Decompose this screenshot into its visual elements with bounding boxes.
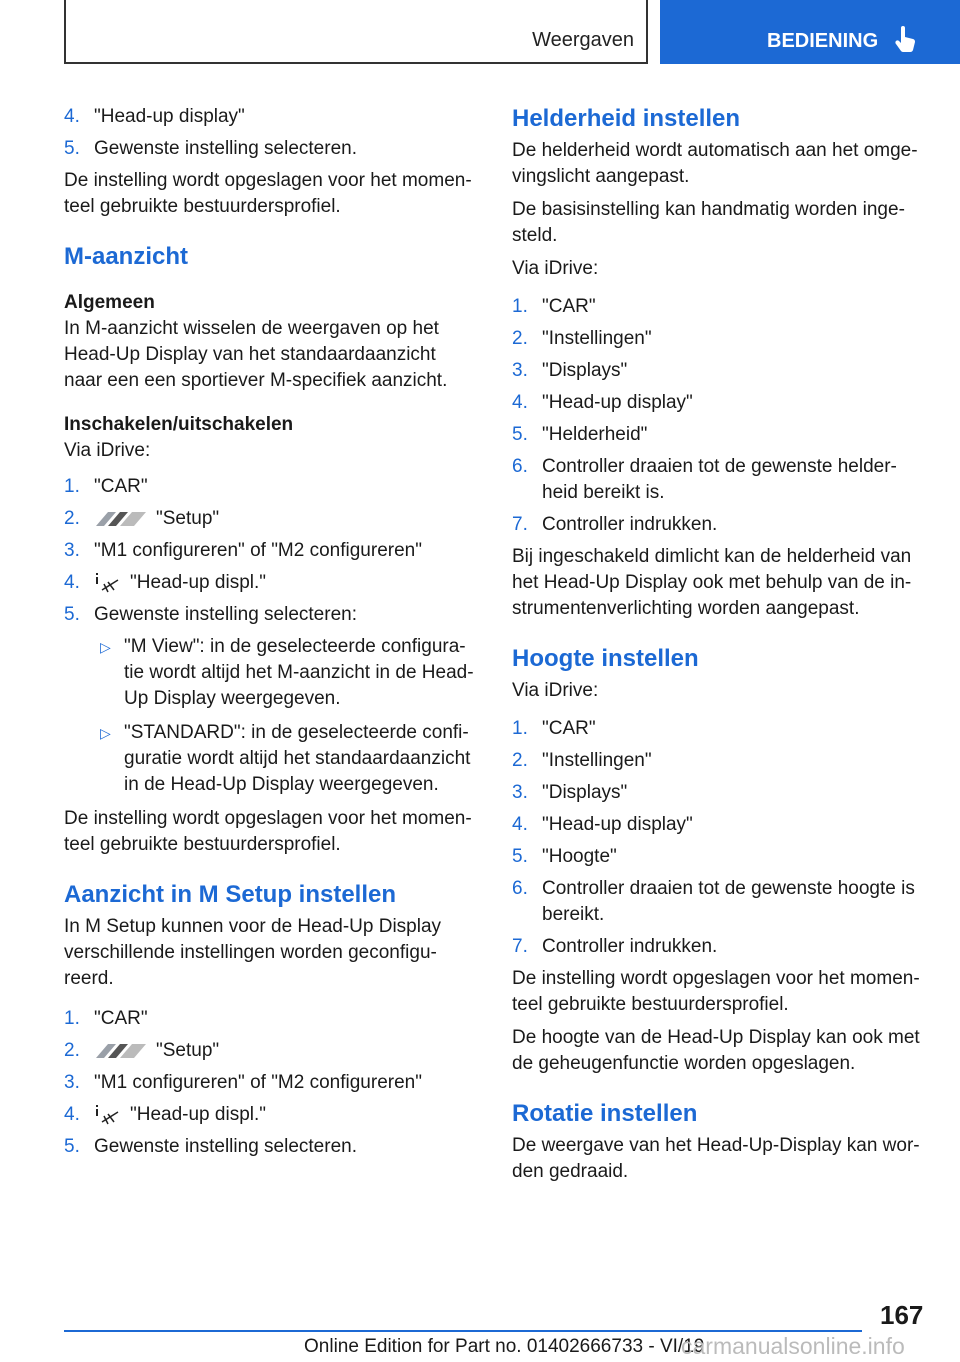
via-idrive-label: Via iDrive:	[64, 440, 151, 461]
pointing-hand-icon	[895, 26, 917, 54]
list-item: 2. "Setup"	[64, 1040, 220, 1061]
header-chapter-title: BEDIENING	[767, 30, 879, 52]
list-item: 4. "Head-up displ."	[64, 572, 267, 593]
left-column	[64, 104, 478, 1166]
watermark: carmanualsonline.info	[681, 1333, 905, 1359]
algemeen-heading: Algemeen	[64, 292, 155, 313]
option-list	[94, 634, 478, 798]
option-item: ▷ "STANDARD": in de geselecteerde confi-guratie wordt altijd het standaardaanzicht in de Head-Up Display weergegeven.	[100, 722, 471, 795]
list-item: 4. "Head-up displ."	[64, 1104, 267, 1125]
list-item: 1. "CAR"	[512, 718, 596, 739]
m-stripes-icon	[94, 1043, 148, 1059]
list-item: 3. "M1 configureren" of "M2 configureren"	[64, 1072, 422, 1093]
list-item: 6. Controller draaien tot de gewenste helder-heid bereikt is.	[512, 456, 897, 503]
profile-note: De instelling wordt opgeslagen voor het momen-teel gebruikte bestuurdersprofiel.	[64, 808, 472, 855]
brightness-heading: Helderheid instellen	[512, 105, 741, 132]
height-note-1: De instelling wordt opgeslagen voor het momen-teel gebruikte bestuurdersprofiel.	[512, 968, 920, 1015]
list-item: 2. "Instellingen"	[512, 328, 652, 349]
onoff-steps	[64, 474, 478, 798]
height-steps	[512, 716, 928, 960]
list-item: 1. "CAR"	[64, 1008, 148, 1029]
intro-steps	[64, 104, 478, 162]
list-item: 1. "CAR"	[64, 476, 148, 497]
triangle-bullet-icon: ▷	[100, 725, 111, 741]
via-idrive-label: Via iDrive:	[512, 258, 599, 279]
intro-note: De instelling wordt opgeslagen voor het momen-teel gebruikte bestuurdersprofiel.	[64, 170, 472, 217]
list-item: 5. Gewenste instelling selecteren.	[64, 1136, 357, 1157]
rotation-text: De weergave van het Head-Up-Display kan wor-den gedraaid.	[512, 1135, 920, 1182]
list-item: 5. Gewenste instelling selecteren: ▷ "M View": in de geselecteerde configura-tie wordt altijd het M-aanzicht in de Head-Up Display weergegeven. ▷ "STANDARD": in de geselecteerde confi-guratie wordt altijd het standaardaanzicht in de Head-Up Display weergegeven.	[64, 602, 478, 798]
list-item: 4. "Head-up display"	[64, 106, 245, 127]
rotation-heading: Rotatie instellen	[512, 1100, 698, 1127]
list-item: 3. "Displays"	[512, 782, 628, 803]
brightness-steps	[512, 294, 928, 538]
m-setup-text: In M Setup kunnen voor de Head-Up Display verschillende instellingen worden geconfigu-reerd.	[64, 916, 442, 989]
head-up-display-icon	[94, 1104, 122, 1126]
via-idrive-label: Via iDrive:	[512, 680, 599, 701]
height-heading: Hoogte instellen	[512, 645, 699, 672]
onoff-heading: Inschakelen/uitschakelen	[64, 414, 294, 435]
header-section-box	[64, 0, 648, 64]
brightness-text-2: De basisinstelling kan handmatig worden inge-steld.	[512, 199, 905, 246]
footer-edition: Online Edition for Part no. 01402666733 - VI/19	[304, 1336, 705, 1357]
header-chapter-box	[660, 0, 960, 64]
right-column	[512, 104, 928, 1192]
list-item: 1. "CAR"	[512, 296, 596, 317]
list-item: 5. "Hoogte"	[512, 846, 617, 867]
page-number: 167	[880, 1300, 924, 1330]
head-up-display-icon	[94, 572, 122, 594]
m-setup-heading: Aanzicht in M Setup instellen	[64, 881, 397, 908]
list-item: 4. "Head-up display"	[512, 814, 693, 835]
height-note-2: De hoogte van de Head-Up Display kan ook met de geheugenfunctie worden opgeslagen.	[512, 1027, 920, 1074]
brightness-note: Bij ingeschakeld dimlicht kan de helderheid van het Head-Up Display ook met behulp van de in-strumentenverlichting worden aangepast.	[512, 546, 912, 619]
list-item: 3. "Displays"	[512, 360, 628, 381]
m-aanzicht-heading: M-aanzicht	[64, 243, 189, 270]
list-item: 6. Controller draaien tot de gewenste hoogte is bereikt.	[512, 878, 915, 925]
triangle-bullet-icon: ▷	[100, 639, 111, 655]
footer-divider	[64, 1330, 862, 1332]
list-item: 2. "Setup"	[64, 508, 220, 529]
list-item: 3. "M1 configureren" of "M2 configureren"	[64, 540, 422, 561]
list-item: 5. Gewenste instelling selecteren.	[64, 138, 357, 159]
algemeen-text: In M-aanzicht wisselen de weergaven op het Head-Up Display van het standaardaanzicht naar een een sportiever M-specifiek aanzicht.	[64, 318, 448, 391]
m-setup-steps	[64, 1006, 478, 1160]
option-item: ▷ "M View": in de geselecteerde configura-tie wordt altijd het M-aanzicht in de Head-Up Display weergegeven.	[100, 636, 474, 709]
m-stripes-icon	[94, 511, 148, 527]
list-item: 7. Controller indrukken.	[512, 514, 718, 535]
list-item: 2. "Instellingen"	[512, 750, 652, 771]
list-item: 7. Controller indrukken.	[512, 936, 718, 957]
header-section-title: Weergaven	[532, 29, 634, 51]
list-item: 5. "Helderheid"	[512, 424, 648, 445]
brightness-text-1: De helderheid wordt automatisch aan het omge-vingslicht aangepast.	[512, 140, 918, 187]
list-item: 4. "Head-up display"	[512, 392, 693, 413]
